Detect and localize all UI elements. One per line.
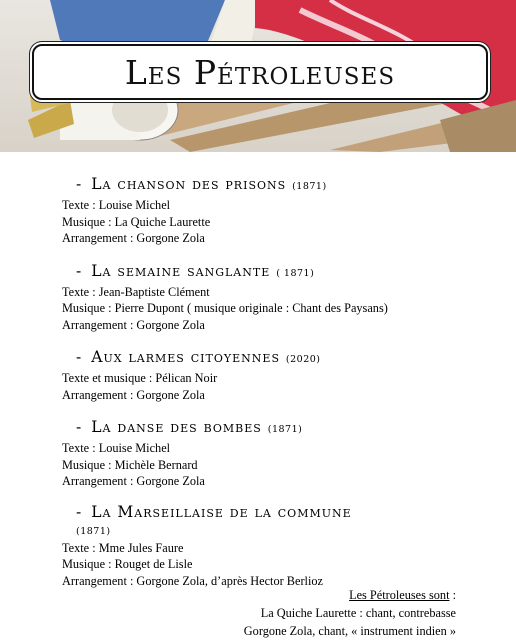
song-item — [62, 174, 502, 247]
song-year: (1871) — [76, 525, 111, 537]
list-dash: - — [76, 175, 83, 193]
song-title: - La danse des bombes (1871) — [76, 418, 303, 436]
song-title: - Aux larmes citoyennes (2020) — [76, 348, 321, 366]
song-item — [62, 261, 502, 334]
song-year: ( 1871) — [276, 267, 315, 279]
page-title: Les Pétroleuses — [124, 52, 396, 92]
song-credit: Texte et musique : Pélican Noir — [62, 371, 218, 385]
band-member: La Quiche Laurette : chant, contrebasse — [260, 606, 456, 620]
header-photo — [0, 0, 516, 152]
band-credits — [244, 586, 456, 640]
song-credit: Musique : Michèle Bernard — [62, 457, 198, 472]
setlist — [62, 174, 502, 603]
list-dash: - — [76, 261, 83, 280]
song-credit: Musique : La Quiche Laurette — [62, 214, 211, 229]
song-title: - La chanson des prisons (1871) — [76, 175, 327, 193]
song-credit: Texte : Jean-Baptiste Clément — [62, 284, 210, 299]
song-credit: Arrangement : Gorgone Zola — [62, 474, 205, 488]
song-credit: Musique : Pierre Dupont ( musique originale : Chant des Paysans) — [62, 301, 388, 315]
song-item — [62, 504, 502, 590]
title-box — [32, 44, 488, 100]
song-year: (1871) — [267, 424, 303, 435]
song-credit: Arrangement : Gorgone Zola — [62, 231, 205, 245]
song-year: (1871) — [292, 181, 327, 192]
song-credit: Arrangement : Gorgone Zola — [62, 317, 205, 332]
list-dash: - — [76, 418, 83, 436]
list-dash: - — [76, 502, 83, 521]
song-credit: Arrangement : Gorgone Zola, d’après Hector Berlioz — [62, 573, 323, 588]
song-credit: Texte : Louise Michel — [62, 441, 171, 455]
song-year: (2020) — [285, 354, 321, 365]
credits-heading: Les Pétroleuses sont — [349, 588, 450, 602]
credits-heading-row: Les Pétroleuses sont : — [349, 588, 456, 602]
song-credit: Musique : Rouget de Lisle — [62, 557, 193, 571]
song-title: - La Marseillaise de la commune (1871) — [76, 502, 352, 537]
song-item — [62, 417, 502, 490]
song-credit: Texte : Mme Jules Faure — [62, 540, 184, 555]
band-member: Gorgone Zola, chant, « instrument indien » — [243, 624, 456, 638]
song-title: - La semaine sanglante ( 1871) — [76, 261, 315, 280]
song-item — [62, 347, 502, 403]
song-credit: Texte : Louise Michel — [62, 198, 171, 212]
list-dash: - — [76, 348, 83, 366]
song-credit: Arrangement : Gorgone Zola — [62, 387, 205, 402]
